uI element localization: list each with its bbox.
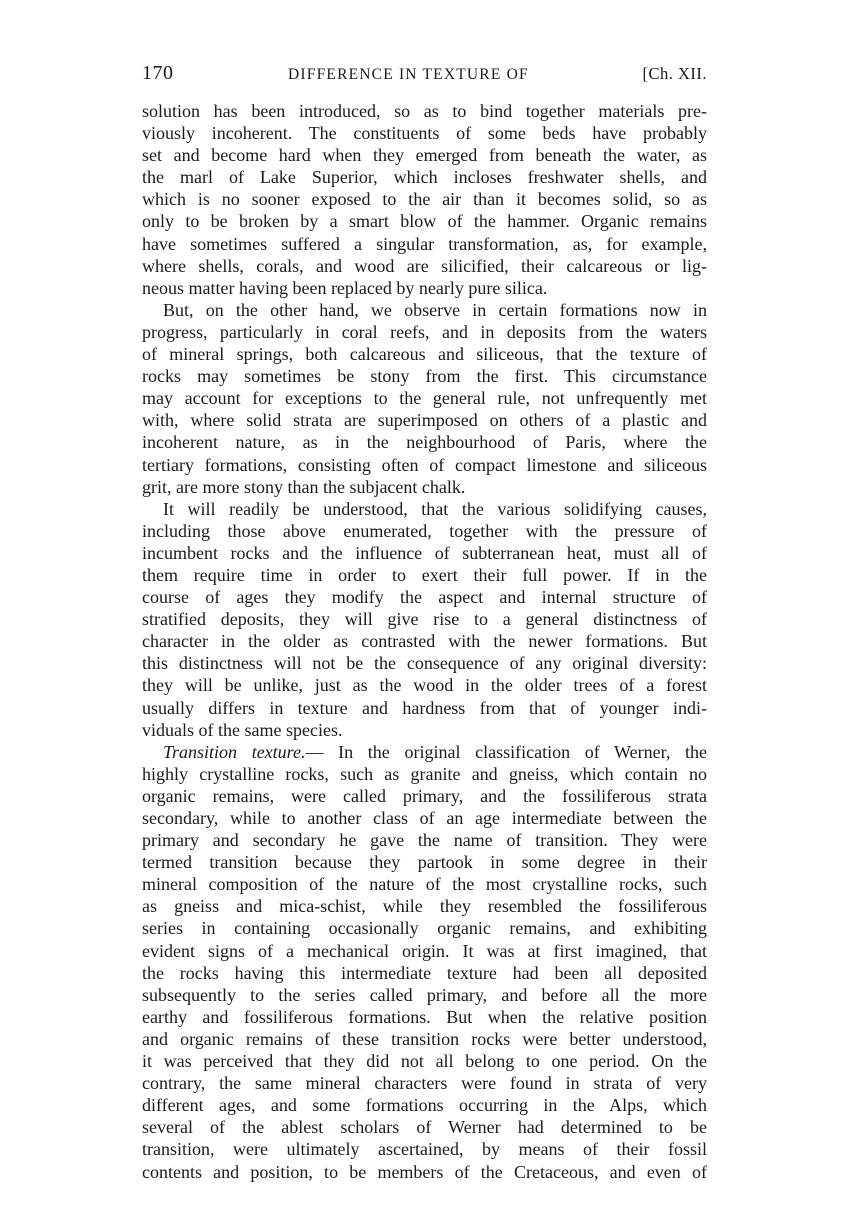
text-line: subsequently to the series called primary, and before all the more — [142, 984, 707, 1005]
text-line: they will be unlike, just as the wood in the older trees of a forest — [142, 675, 707, 696]
text-line: tertiary formations, consisting often of compact limestone and siliceous — [142, 454, 707, 475]
text-line: including those above enumerated, together with the pressure of — [142, 520, 707, 541]
text-line: usually differs in texture and hardness from that of younger indi- — [142, 697, 707, 718]
text-line: them require time in order to exert their full power. If in the — [142, 564, 707, 585]
text-line: incumbent rocks and the influence of subterranean heat, must all of — [142, 542, 707, 563]
chapter-marker: [Ch. XII. — [642, 64, 707, 83]
text-line: incoherent nature, as in the neighbourhood of Paris, where the — [142, 432, 707, 453]
text-line: stratified deposits, they will give rise to a general distinctness of — [142, 609, 707, 630]
running-header — [142, 60, 707, 90]
text-line: highly crystalline rocks, such as granite and gneiss, which contain no — [142, 763, 707, 784]
text-line: several of the ablest scholars of Werner had determined to be — [142, 1117, 707, 1138]
paragraph — [142, 741, 707, 1183]
text-line: termed transition because they partook in some degree in their — [142, 852, 707, 873]
heading-line-rest: — In the original classification of Werner, the — [305, 741, 707, 762]
text-line: only to be broken by a smart blow of the hammer. Organic remains — [142, 211, 707, 232]
page-number: 170 — [142, 62, 174, 84]
text-line: transition, were ultimately ascertained, by means of their fossil — [142, 1139, 707, 1160]
text-line: solution has been introduced, so as to bind together materials pre- — [142, 101, 707, 121]
text-line: organic remains, were called primary, and the fossiliferous strata — [142, 785, 707, 806]
text-line: have sometimes suffered a singular transformation, as, for example, — [142, 233, 707, 254]
text-line: earthy and fossiliferous formations. But when the relative position — [142, 1006, 707, 1027]
text-line: But, on the other hand, we observe in certain formations now in — [163, 299, 707, 320]
text-line: of mineral springs, both calcareous and siliceous, that the texture of — [142, 344, 707, 365]
text-line: may account for exceptions to the general rule, not unfrequently met — [142, 388, 707, 409]
text-line: evident signs of a mechanical origin. It was at first imagined, that — [142, 940, 707, 961]
text-line: as gneiss and mica-schist, while they resembled the fossiliferous — [142, 896, 707, 917]
text-line: mineral composition of the nature of the most crystalline rocks, such — [142, 874, 707, 895]
text-line: it was perceived that they did not all belong to one period. On the — [142, 1051, 707, 1072]
text-line: It will readily be understood, that the various solidifying causes, — [163, 498, 707, 519]
page-body — [142, 100, 707, 1183]
running-title: DIFFERENCE IN TEXTURE OF — [288, 66, 529, 83]
section-heading: Transition texture. — [163, 741, 306, 762]
text-line: which is no sooner exposed to the air than it becomes solid, so as — [142, 189, 707, 210]
text-line: character in the older as contrasted with the newer formations. But — [142, 631, 707, 652]
text-line: this distinctness will not be the consequence of any original diversity: — [142, 653, 707, 674]
text-line: different ages, and some formations occurring in the Alps, which — [142, 1095, 707, 1116]
text-line: and organic remains of these transition rocks were better understood, — [142, 1028, 707, 1049]
text-line: neous matter having been replaced by nearly pure silica. — [142, 277, 548, 298]
text-line: series in containing occasionally organic remains, and exhibiting — [142, 918, 707, 939]
text-line: the rocks having this intermediate texture had been all deposited — [142, 962, 707, 983]
text-line: viously incoherent. The constituents of some beds have probably — [142, 123, 707, 144]
text-line: secondary, while to another class of an age intermediate between the — [142, 808, 707, 828]
text-line: progress, particularly in coral reefs, and in deposits from the waters — [142, 321, 707, 342]
text-line: rocks may sometimes be stony from the first. This circumstance — [142, 366, 707, 387]
text-line — [142, 741, 707, 763]
paragraph — [142, 100, 707, 299]
text-line: course of ages they modify the aspect and internal structure of — [142, 587, 707, 608]
text-line: the marl of Lake Superior, which incloses freshwater shells, and — [142, 167, 707, 188]
text-line: viduals of the same species. — [142, 719, 343, 740]
text-line: primary and secondary he gave the name of transition. They were — [142, 830, 707, 851]
text-line: contrary, the same mineral characters were found in strata of very — [142, 1073, 707, 1094]
paragraph — [142, 299, 707, 498]
text-line: where shells, corals, and wood are silicified, their calcareous or lig- — [142, 255, 707, 276]
text-line: set and become hard when they emerged from beneath the water, as — [142, 145, 707, 166]
text-line: contents and position, to be members of the Cretaceous, and even of — [142, 1161, 707, 1182]
book-page — [142, 60, 707, 1183]
paragraph — [142, 498, 707, 741]
text-line: grit, are more stony than the subjacent chalk. — [142, 476, 466, 497]
text-line: with, where solid strata are superimposed on others of a plastic and — [142, 410, 707, 431]
